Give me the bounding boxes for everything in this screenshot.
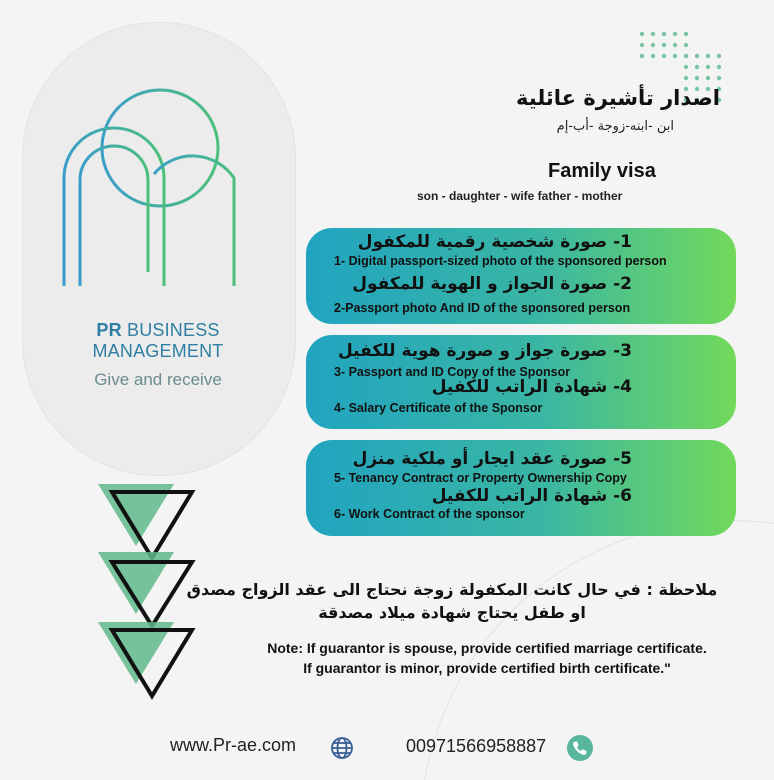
phone-icon	[567, 735, 593, 761]
requirement-ar-2: 2- صورة الجواز و الهوية للمكفول	[352, 274, 632, 294]
requirement-ar-6: 6- شهادة الراتب للكفيل	[431, 486, 632, 506]
pr-logo	[58, 86, 248, 296]
brand-block	[34, 320, 282, 390]
brand-name: PR BUSINESS MANAGEMENT	[92, 320, 224, 361]
note-english-line-1: Note: If guarantor is spouse, provide certified marriage certificate.	[267, 640, 707, 656]
requirement-en-1: 1- Digital passport-sized photo of the sponsored person	[334, 254, 667, 268]
requirements-card-3	[306, 440, 736, 536]
requirement-en-2: 2-Passport photo And ID of the sponsored person	[334, 301, 631, 315]
requirements-card-1	[306, 228, 736, 324]
website-link[interactable]: www.Pr-ae.com	[170, 735, 297, 755]
subtitle-arabic: ابن -ابنه-زوجة -أب-إم	[556, 119, 674, 134]
phone-number[interactable]: 00971566958887	[406, 736, 547, 756]
requirements-card-2	[306, 335, 736, 429]
note-english-line-2: If guarantor is minor, provide certified birth certificate."	[303, 660, 671, 676]
requirement-en-4: 4- Salary Certificate of the Sponsor	[334, 401, 543, 415]
requirement-en-5: 5- Tenancy Contract or Property Ownership Copy	[334, 471, 627, 485]
requirement-en-3: 3- Passport and ID Copy of the Sponsor	[334, 365, 571, 379]
requirement-ar-3: 3- صورة جواز و صورة هوية للكفيل	[337, 341, 632, 361]
note-arabic-line-2: او طفل يحتاج شهادة ميلاد مصدقة	[318, 603, 586, 622]
requirement-ar-1: 1- صورة شخصية رقمية للمكفول	[357, 232, 632, 252]
title-english: Family visa	[548, 160, 656, 182]
globe-icon	[330, 736, 354, 760]
subtitle-english: son - daughter - wife father - mother	[417, 189, 623, 203]
requirement-en-6: 6- Work Contract of the sponsor	[334, 507, 525, 521]
brand-tagline: Give and receive	[94, 370, 222, 389]
title-arabic: اصدار تأشيرة عائلية	[516, 86, 720, 110]
note-arabic-line-1: ملاحظة : في حال كانت المكفولة زوجة نحتاج الى عقد الزواج مصدق	[186, 580, 718, 599]
requirement-ar-4: 4- شهادة الراتب للكفيل	[431, 377, 632, 397]
requirement-ar-5: 5- صورة عقد ايجار أو ملكية منزل	[352, 449, 632, 469]
